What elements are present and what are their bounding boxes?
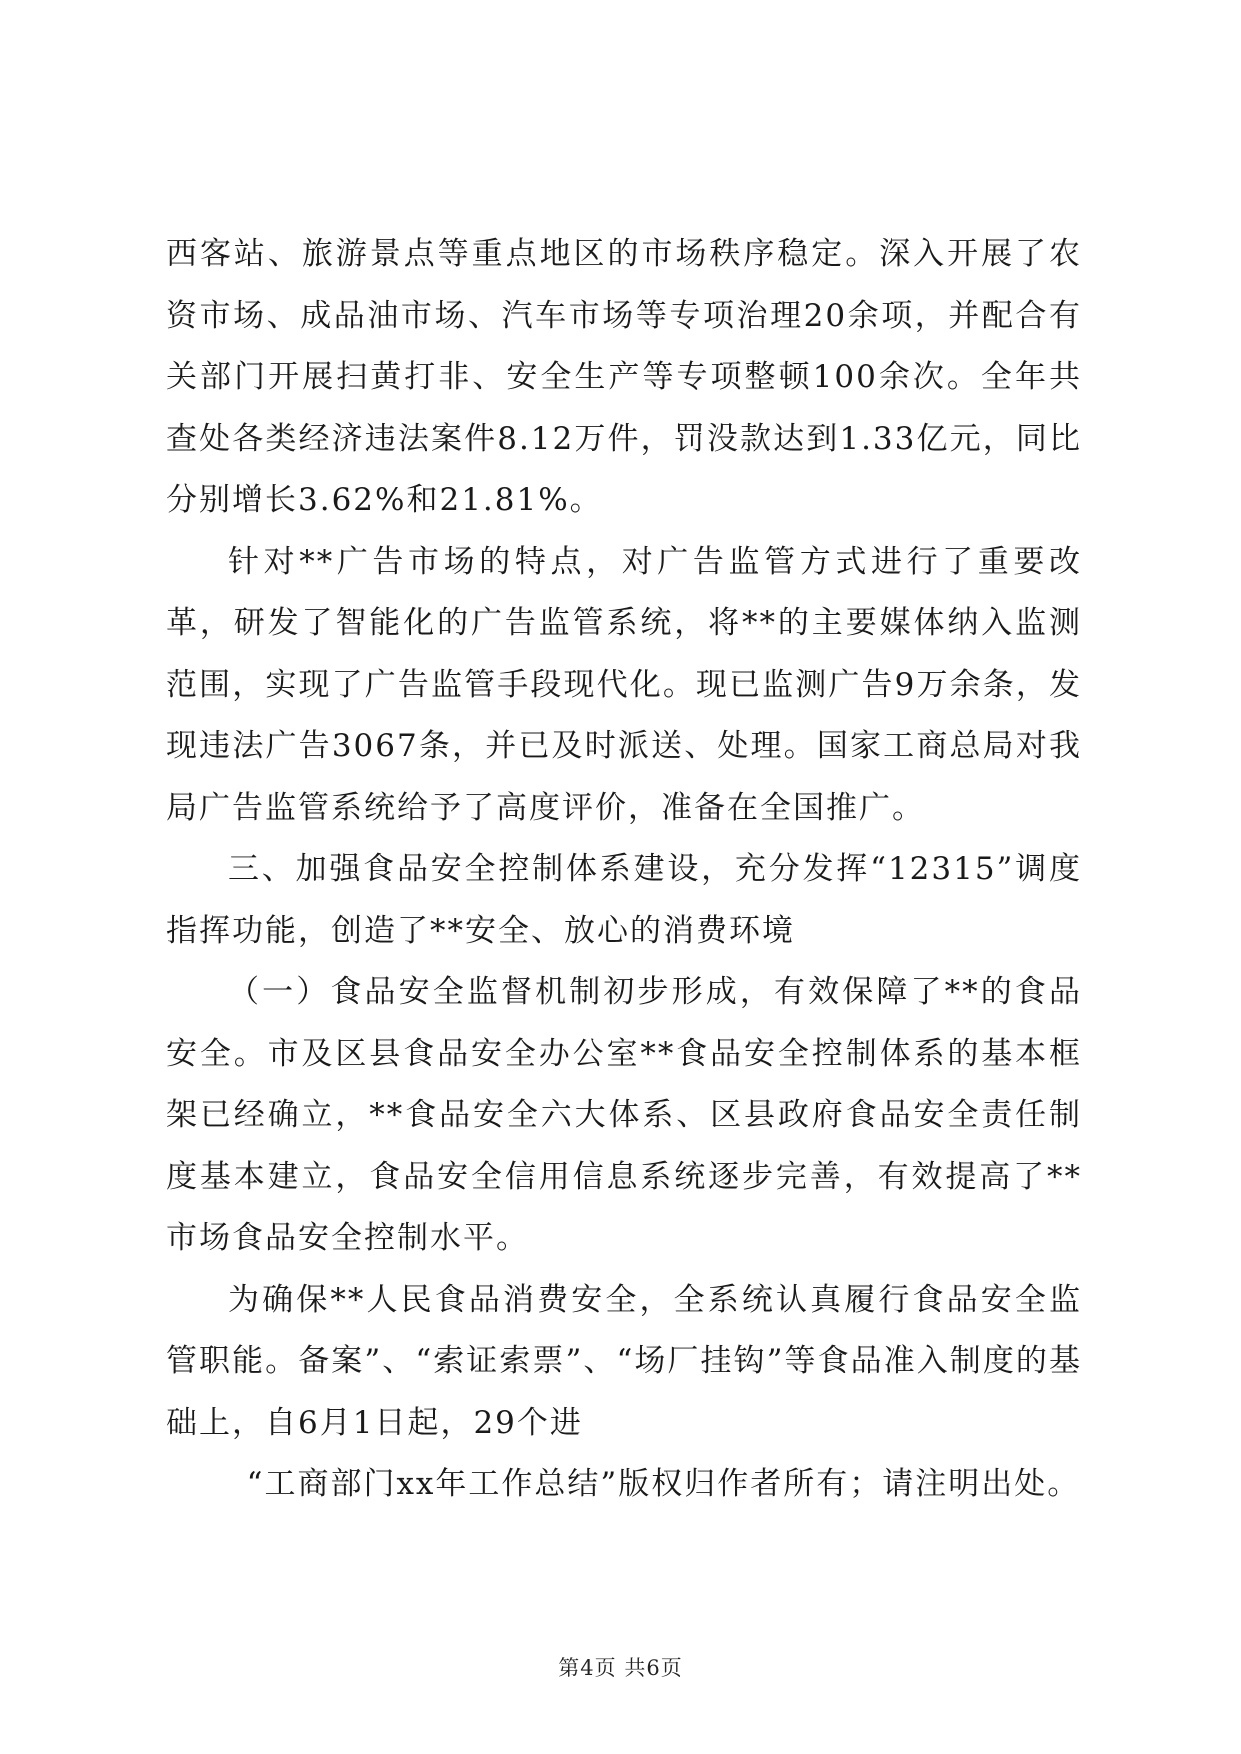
paragraph-market-order: 西客站、旅游景点等重点地区的市场秩序稳定。深入开展了农资市场、成品油市场、汽车市场等专项治理20余项，并配合有关部门开展扫黄打非、安全生产等专项整顿100余次。全年共查处各类经济违法案件8.12万件，罚没款达到1.33亿元，同比分别增长3.62%和21.81%。 — [166, 236, 1082, 518]
copyright-notice: “工商部门xx年工作总结”版权归作者所有；请注明出处。 — [246, 1466, 1081, 1502]
paragraph-advertising: 针对**广告市场的特点，对广告监管方式进行了重要改革，研发了智能化的广告监管系统，将**的主要媒体纳入监测范围，实现了广告监管手段现代化。现已监测广告9万余条，发现违法广告3067条，并已及时派送、处理。国家工商总局对我局广告监管系统给予了高度评价，准备在全国推广。 — [166, 543, 1082, 826]
paragraph-food-consumption-safety: 为确保**人民食品消费安全，全系统认真履行食品安全监管职能。备案”、“索证索票”、“场厂挂钩”等食品准入制度的基础上，自6月1日起，29个进 — [166, 1281, 1082, 1441]
page-number-footer: 第4页 共6页 — [558, 1656, 683, 1680]
document-body — [166, 224, 1082, 1516]
paragraph-food-safety-mechanism: （一）食品安全监督机制初步形成，有效保障了**的食品安全。市及区县食品安全办公室**食品安全控制体系的基本框架已经确立，**食品安全六大体系、区县政府食品安全责任制度基本建立，食品安全信用信息系统逐步完善，有效提高了**市场食品安全控制水平。 — [166, 974, 1082, 1256]
section-heading-food-safety: 三、加强食品安全控制体系建设，充分发挥“12315”调度指挥功能，创造了**安全、放心的消费环境 — [166, 851, 1082, 949]
